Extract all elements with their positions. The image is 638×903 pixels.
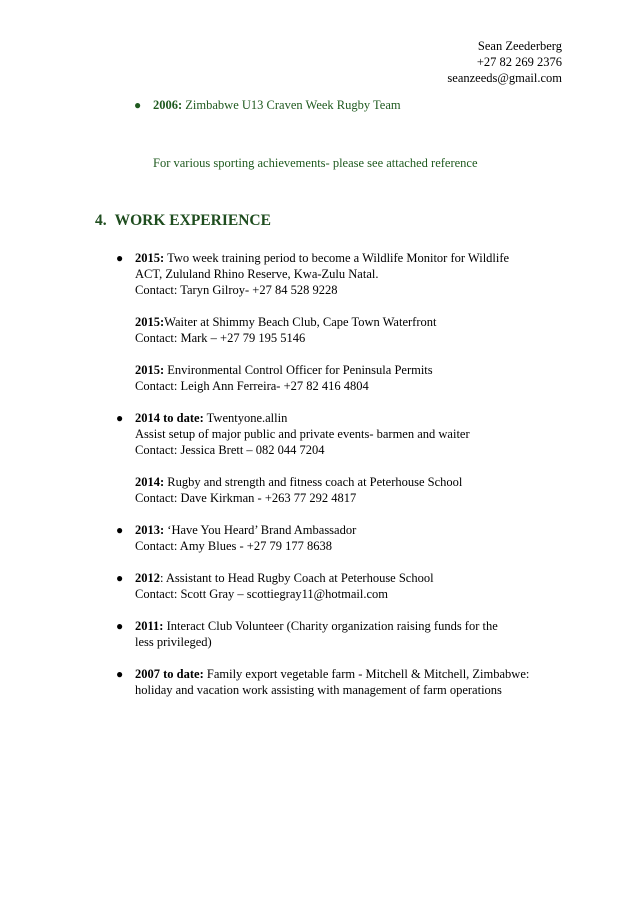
bullet-icon: ● — [116, 251, 124, 265]
work-entry-text: Waiter at Shimmy Beach Club, Cape Town Waterfront — [164, 315, 437, 329]
work-entry-line — [135, 410, 566, 426]
work-entry-year: 2015: — [135, 315, 165, 329]
work-entry — [135, 314, 566, 346]
work-entry-text: Family export vegetable farm - Mitchell & Mitchell, Zimbabwe: — [203, 667, 530, 681]
work-entry — [135, 250, 566, 298]
work-entry-year: 2007 to date: — [135, 667, 204, 681]
work-entry-year: 2015: — [135, 251, 165, 265]
work-entry-text: Contact: Leigh Ann Ferreira- +27 82 416 4804 — [135, 379, 369, 393]
work-entry-line — [135, 442, 566, 458]
work-entry — [135, 362, 566, 394]
work-entry-text: Interact Club Volunteer (Charity organization raising funds for the — [163, 619, 498, 633]
work-entry-text: less privileged) — [135, 635, 212, 649]
bullet-icon: ● — [134, 98, 142, 112]
work-entry — [135, 618, 566, 650]
work-entry-line — [135, 618, 566, 634]
work-entry-year: 2011: — [135, 619, 164, 633]
section-number: 4. — [95, 212, 107, 229]
work-entry-line — [135, 378, 566, 394]
work-entry-year: 2013: — [135, 523, 165, 537]
bullet-icon: ● — [116, 411, 124, 425]
work-entry — [135, 570, 566, 602]
work-entry — [135, 474, 566, 506]
work-entry-line — [135, 250, 566, 266]
work-entry-text: Contact: Scott Gray – scottiegray11@hotmail.com — [135, 587, 389, 601]
work-entry-text: holiday and vacation work assisting with management of farm operations — [135, 683, 502, 697]
bullet-icon: ● — [116, 523, 124, 537]
achievement-text: Zimbabwe U13 Craven Week Rugby Team — [182, 98, 401, 112]
work-entry-line — [135, 426, 566, 442]
work-entry-text: Contact: Taryn Gilroy- +27 84 528 9228 — [135, 283, 338, 297]
section-heading — [95, 211, 271, 231]
work-entry-text: Contact: Amy Blues - +27 79 177 8638 — [135, 539, 332, 553]
work-entry-text: Contact: Jessica Brett – 082 044 7204 — [135, 443, 325, 457]
contact-phone: +27 82 269 2376 — [476, 55, 562, 69]
work-entry-line — [135, 314, 566, 330]
work-entry-line — [135, 266, 566, 282]
work-experience-item — [116, 522, 566, 554]
contact-header — [447, 38, 562, 86]
work-entry-text: : Assistant to Head Rugby Coach at Peterhouse School — [160, 571, 434, 585]
list-item — [134, 97, 574, 113]
work-experience-item — [116, 570, 566, 602]
work-entry-line — [135, 570, 566, 586]
work-entry-text: Rugby and strength and fitness coach at Peterhouse School — [164, 475, 463, 489]
work-entry-line — [135, 586, 566, 602]
work-experience-item — [116, 250, 566, 394]
contact-email: seanzeeds@gmail.com — [447, 71, 562, 85]
section-title: WORK EXPERIENCE — [114, 212, 271, 229]
sports-achievements-list — [134, 97, 574, 113]
contact-name: Sean Zeederberg — [477, 39, 562, 53]
work-entry-year: 2015: — [135, 363, 165, 377]
work-entry-text: Contact: Mark – +27 79 195 5146 — [135, 331, 306, 345]
work-entry-text: ACT, Zululand Rhino Reserve, Kwa-Zulu Natal. — [135, 267, 379, 281]
work-experience-item — [116, 410, 566, 506]
bullet-icon: ● — [116, 571, 124, 585]
work-entry-year: 2012 — [135, 571, 160, 585]
work-entry-text: Two week training period to become a Wildlife Monitor for Wildlife — [164, 251, 510, 265]
achievement-year: 2006: — [153, 98, 183, 112]
work-entry-line — [135, 666, 566, 682]
work-entry-text: Environmental Control Officer for Peninsula Permits — [164, 363, 433, 377]
work-experience-item — [116, 618, 566, 650]
work-entry — [135, 410, 566, 458]
work-entry-text: Twentyone.allin — [203, 411, 288, 425]
work-entry-line — [135, 490, 566, 506]
work-entry-line — [135, 682, 566, 698]
work-entry-line — [135, 538, 566, 554]
work-entry-text: Contact: Dave Kirkman - +263 77 292 4817 — [135, 491, 357, 505]
work-entry-year: 2014 to date: — [135, 411, 204, 425]
work-entry-line — [135, 362, 566, 378]
bullet-icon: ● — [116, 619, 124, 633]
reference-note: For various sporting achievements- please see attached reference — [153, 156, 478, 170]
work-entry-text: Assist setup of major public and private events- barmen and waiter — [135, 427, 470, 441]
work-entry-line — [135, 522, 566, 538]
work-entry-line — [135, 330, 566, 346]
work-experience-item — [116, 666, 566, 698]
work-entry — [135, 522, 566, 554]
work-entry-line — [135, 474, 566, 490]
bullet-icon: ● — [116, 667, 124, 681]
work-entry-text: ‘Have You Heard’ Brand Ambassador — [164, 523, 357, 537]
work-entry-line — [135, 634, 566, 650]
work-entry — [135, 666, 566, 698]
work-experience-list — [116, 250, 566, 698]
work-entry-line — [135, 282, 566, 298]
work-entry-year: 2014: — [135, 475, 165, 489]
